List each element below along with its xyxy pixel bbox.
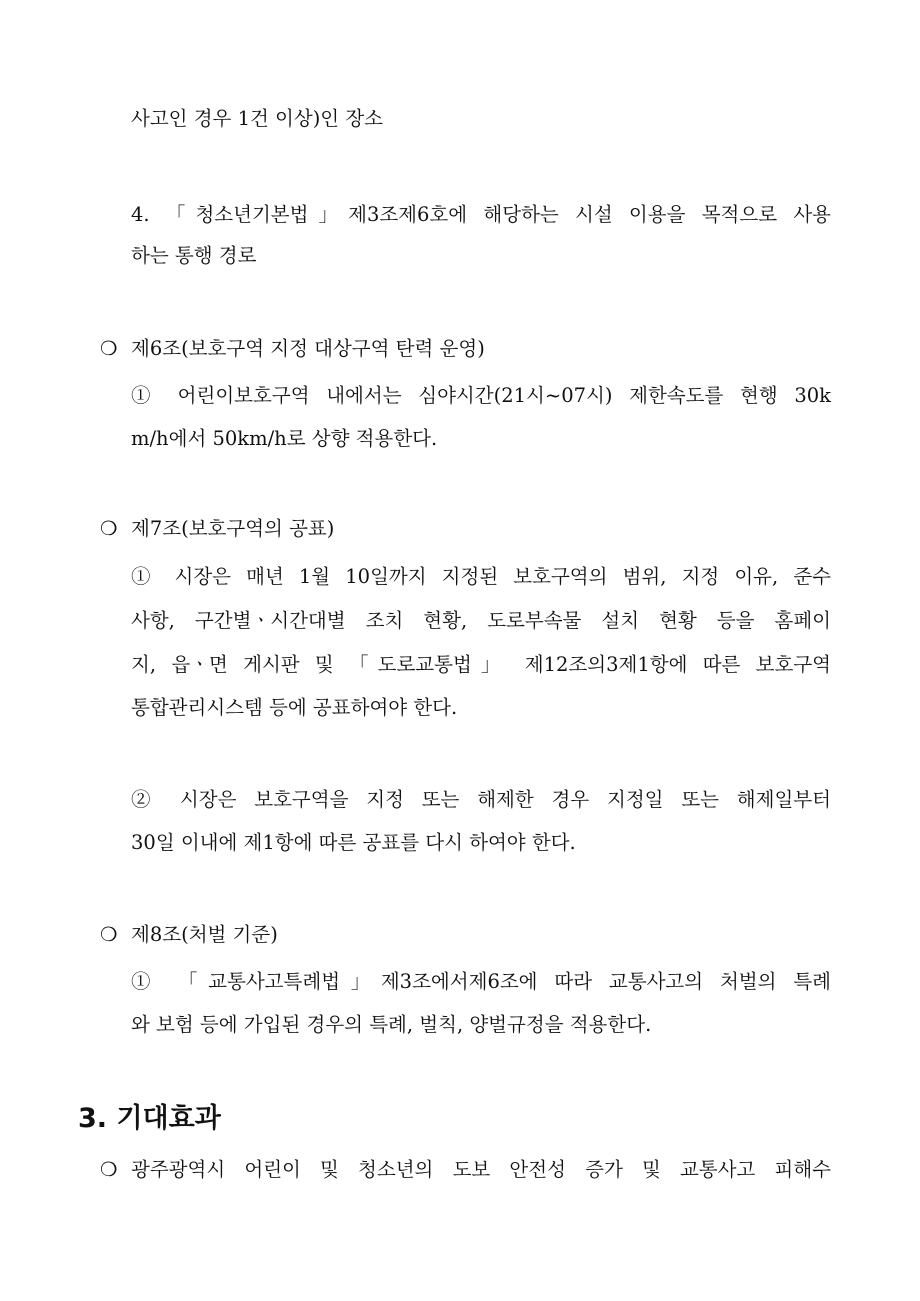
bullet-icon: ❍ [100, 923, 118, 946]
article-8-para-1-line-2: 와 보험 등에 가입된 경우의 특례, 벌칙, 양벌규정을 적용한다. [131, 1013, 652, 1036]
bullet-icon: ❍ [100, 517, 118, 540]
article-7-para-1-line-2: 사항, 구간별ㆍ시간대별 조치 현황, 도로부속물 설치 현황 등을 홈페이 [131, 609, 831, 632]
item-4-line-1: 4. 「청소년기본법」제3조제6호에 해당하는 시설 이용을 목적으로 사용 [131, 203, 831, 226]
article-6-para-1-line-1: ① 어린이보호구역 내에서는 심야시간(21시~07시) 제한속도를 현행 30k [131, 384, 831, 407]
section-3-heading: 3. 기대효과 [78, 1103, 221, 1134]
bullet-icon: ❍ [100, 337, 118, 360]
item-4-line-2: 하는 통행 경로 [131, 244, 257, 267]
article-7-title: 제7조(보호구역의 공표) [131, 517, 335, 540]
article-7-para-2-line-1: ② 시장은 보호구역을 지정 또는 해제한 경우 지정일 또는 해제일부터 [131, 788, 831, 811]
article-7-para-1-line-1: ① 시장은 매년 1월 10일까지 지정된 보호구역의 범위, 지정 이유, 준수 [131, 565, 831, 588]
article-6-para-1-line-2: m/h에서 50km/h로 상향 적용한다. [131, 427, 438, 450]
article-7-para-1-line-4: 통합관리시스템 등에 공표하여야 한다. [131, 696, 458, 719]
article-7-para-1-line-3: 지, 읍ㆍ면 게시판 및 「도로교통법」 제12조의3제1항에 따른 보호구역 [131, 653, 831, 676]
continuation-line: 사고인 경우 1건 이상)인 장소 [131, 107, 384, 130]
article-6-title: 제6조(보호구역 지정 대상구역 탄력 운영) [131, 337, 485, 360]
bullet-icon: ❍ [100, 1158, 118, 1181]
article-8-para-1-line-1: ① 「교통사고특례법」제3조에서제6조에 따라 교통사고의 처벌의 특례 [131, 970, 831, 993]
article-7-para-2-line-2: 30일 이내에 제1항에 따른 공표를 다시 하여야 한다. [131, 831, 576, 854]
article-8-title: 제8조(처벌 기준) [131, 923, 278, 946]
section-3-bullet-1-line-1: 광주광역시 어린이 및 청소년의 도보 안전성 증가 및 교통사고 피해수 [131, 1158, 831, 1181]
